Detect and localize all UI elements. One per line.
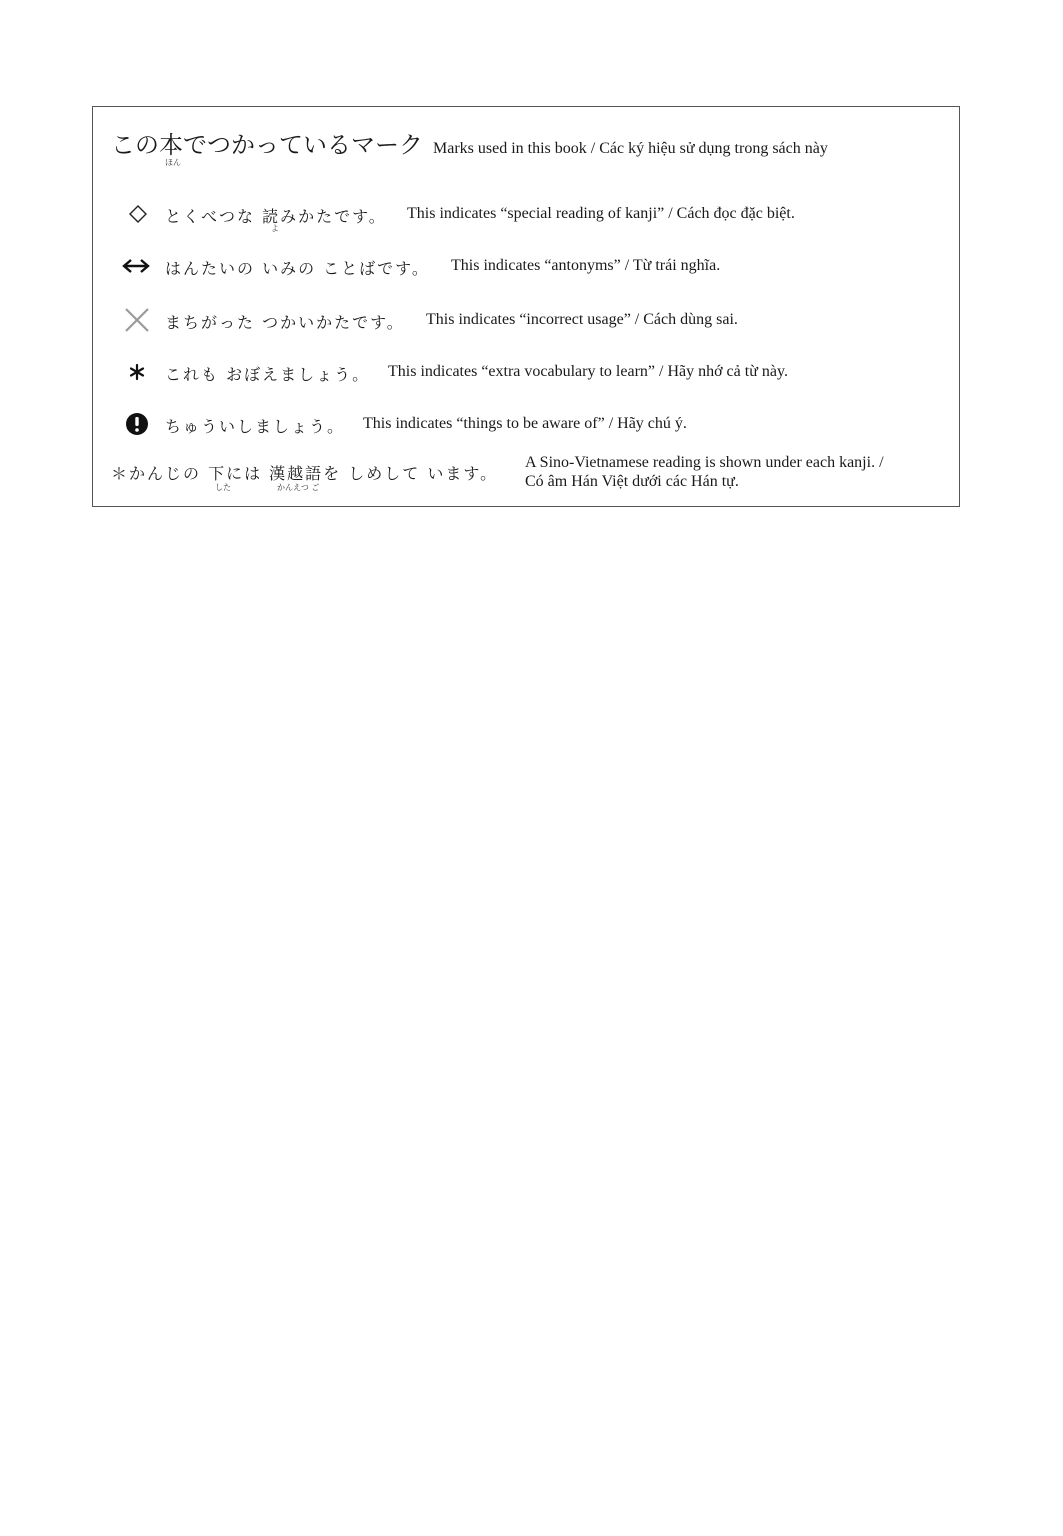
legend-row-en: This indicates “antonyms” / Từ trái nghĩa.	[451, 257, 721, 274]
cross-icon	[122, 305, 152, 335]
double-arrow-icon	[121, 251, 151, 281]
legend-row-incorrect-usage	[93, 305, 961, 335]
legend-title-jp: この本でつかっているマーク	[111, 131, 423, 159]
legend-title-row	[111, 125, 828, 160]
legend-row-jp: ちゅういしましょう。	[165, 417, 346, 436]
legend-row-en: This indicates “special reading of kanji” / Cách đọc đặc biệt.	[407, 205, 795, 222]
kanji-note-jp: ＊かんじの 下には 漢越語を しめして います。	[111, 464, 499, 483]
legend-row-special-reading	[93, 199, 961, 233]
diamond-outline-icon	[123, 199, 153, 229]
kanji-note-en-line1: A Sino-Vietnamese reading is shown under each kanji. /	[525, 454, 884, 471]
legend-row-be-aware	[93, 409, 961, 439]
legend-row-jp: はんたいの いみの ことばです。	[165, 259, 430, 278]
legend-row-en: This indicates “incorrect usage” / Cách dùng sai.	[426, 311, 738, 328]
legend-row-en: This indicates “extra vocabulary to learn” / Hãy nhớ cả từ này.	[388, 363, 788, 380]
legend-row-extra-vocab	[93, 357, 961, 387]
legend-row-jp: まちがった つかいかたです。	[165, 313, 405, 332]
exclamation-circle-icon	[122, 409, 152, 439]
kanji-note-en	[525, 453, 884, 491]
title-furigana: ほん	[165, 158, 181, 167]
kanji-note-furigana-shita: した	[215, 483, 231, 492]
legend-row-antonyms	[93, 251, 961, 281]
legend-title-en: Marks used in this book / Các ký hiệu sử dụng trong sách này	[433, 140, 828, 157]
reading-furigana: よ	[271, 224, 279, 233]
asterisk-icon	[122, 357, 152, 387]
kanji-note-furigana-kanetsugo: かんえつ ご	[277, 483, 320, 492]
legend-row-en: This indicates “things to be aware of” / Hãy chú ý.	[363, 415, 687, 432]
marks-legend-box	[92, 106, 960, 507]
legend-row-jp: とくべつな 読みかたです。	[165, 207, 387, 226]
legend-row-jp: これも おぼえましょう。	[165, 365, 371, 384]
kanji-note-en-line2: Có âm Hán Việt dưới các Hán tự.	[525, 473, 739, 490]
